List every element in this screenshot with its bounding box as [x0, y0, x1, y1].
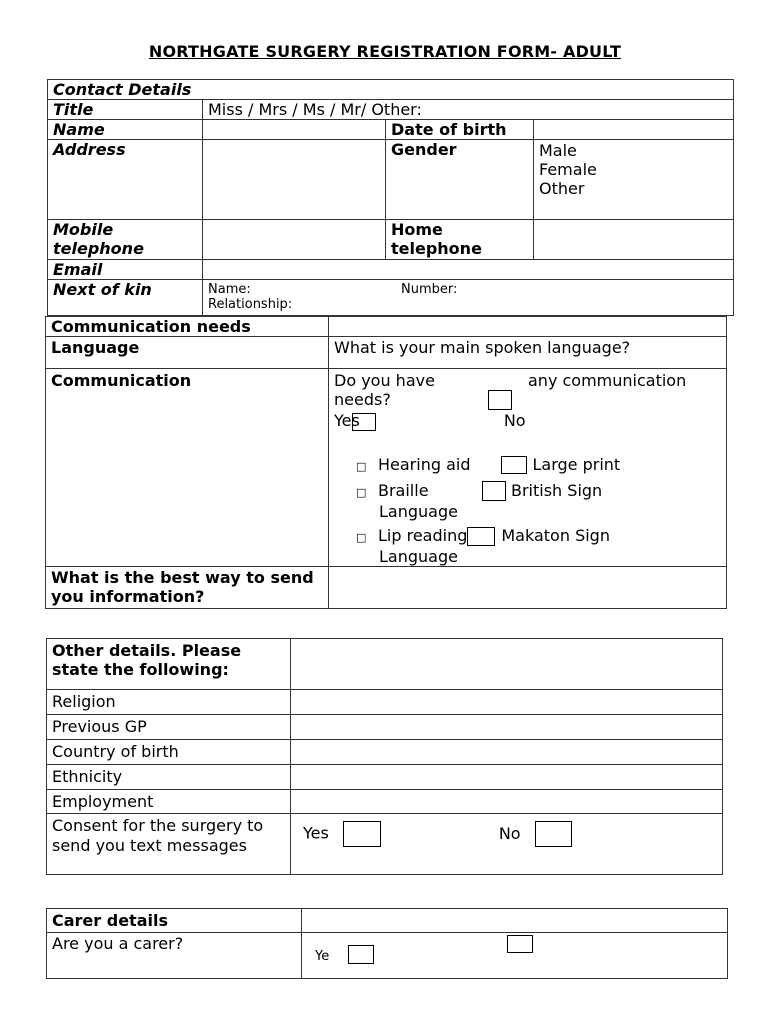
- title-options[interactable]: Miss / Mrs / Ms / Mr/ Other:: [203, 100, 734, 120]
- consent-yes-checkbox[interactable]: [343, 821, 381, 847]
- previous-gp-field[interactable]: [291, 715, 723, 740]
- carer-no-checkbox[interactable]: [507, 935, 533, 953]
- other-details-header: Other details. Please state the following:: [47, 639, 291, 690]
- hearing-aid-checkbox[interactable]: □: [356, 459, 367, 473]
- carer-yes-label: Ye: [315, 949, 330, 964]
- dob-field[interactable]: [534, 120, 734, 140]
- employment-label: Employment: [47, 790, 291, 814]
- form-title: NORTHGATE SURGERY REGISTRATION FORM- ADULT: [148, 42, 622, 61]
- nok-number-label: Number:: [401, 282, 458, 297]
- communication-table: [45, 316, 727, 609]
- gender-options[interactable]: [534, 140, 734, 220]
- braille-label: Braille: [378, 480, 429, 500]
- hearing-aid-label: Hearing aid: [378, 454, 471, 474]
- large-print-label: Large print: [532, 454, 621, 474]
- consent-options: [291, 814, 723, 875]
- language-question[interactable]: What is your main spoken language?: [329, 337, 727, 369]
- country-of-birth-label: Country of birth: [47, 740, 291, 765]
- british-sign-label: British Sign: [511, 480, 603, 500]
- ethnicity-label: Ethnicity: [47, 765, 291, 790]
- nok-relationship-label: Relationship:: [208, 297, 293, 312]
- lip-reading-checkbox[interactable]: □: [356, 530, 367, 544]
- best-way-label: What is the best way to send you information?: [46, 566, 329, 608]
- makaton-label: Makaton Sign: [501, 525, 610, 545]
- carer-details-table: [46, 908, 728, 979]
- communication-header-blank: [329, 317, 727, 337]
- large-print-checkbox[interactable]: [501, 456, 527, 474]
- braille-checkbox[interactable]: □: [356, 485, 367, 499]
- gender-female[interactable]: Female: [539, 160, 597, 179]
- lip-reading-label: Lip reading: [378, 525, 468, 545]
- email-label: Email: [48, 260, 203, 280]
- consent-no-label: No: [498, 823, 521, 843]
- british-sign-label-2: Language: [379, 501, 458, 521]
- best-way-field[interactable]: [329, 566, 727, 608]
- nok-name-label: Name:: [208, 282, 251, 297]
- other-details-table: [46, 638, 723, 875]
- comm-question-b: any communication: [528, 371, 687, 390]
- name-label: Name: [48, 120, 203, 140]
- comm-question-c: needs?: [334, 389, 391, 409]
- comm-question-a: Do you have: [334, 371, 435, 390]
- contact-details-header: Contact Details: [48, 80, 734, 100]
- mobile-label: Mobile telephone: [48, 220, 203, 260]
- home-telephone-field[interactable]: [534, 220, 734, 260]
- religion-field[interactable]: [291, 690, 723, 715]
- makaton-label-2: Language: [379, 546, 458, 566]
- country-of-birth-field[interactable]: [291, 740, 723, 765]
- consent-no-checkbox[interactable]: [535, 821, 572, 847]
- british-sign-checkbox[interactable]: [482, 481, 506, 501]
- next-of-kin-field[interactable]: [203, 280, 734, 316]
- gender-label: Gender: [386, 140, 534, 220]
- makaton-checkbox[interactable]: [467, 527, 495, 546]
- carer-details-header: Carer details: [47, 909, 302, 933]
- are-you-carer-label: Are you a carer?: [47, 933, 302, 979]
- next-of-kin-label: Next of kin: [48, 280, 203, 316]
- name-field[interactable]: [203, 120, 386, 140]
- communication-header: Communication needs: [46, 317, 329, 337]
- title-label: Title: [48, 100, 203, 120]
- religion-label: Religion: [47, 690, 291, 715]
- communication-label: Communication: [46, 369, 329, 567]
- gender-male[interactable]: Male: [539, 141, 577, 160]
- mobile-field[interactable]: [203, 220, 386, 260]
- consent-yes-label: Yes: [303, 823, 329, 843]
- comm-no-label: No: [503, 411, 526, 430]
- contact-details-table: [47, 79, 734, 316]
- comm-yes-label: Yes: [334, 411, 360, 430]
- communication-needs-cell: [329, 369, 727, 567]
- carer-options: [302, 933, 728, 979]
- other-details-header-blank: [291, 639, 723, 690]
- employment-field[interactable]: [291, 790, 723, 814]
- consent-label: Consent for the surgery to send you text messages: [47, 814, 291, 875]
- language-label: Language: [46, 337, 329, 369]
- address-field[interactable]: [203, 140, 386, 220]
- dob-label: Date of birth: [386, 120, 534, 140]
- email-field[interactable]: [203, 260, 734, 280]
- carer-details-header-blank: [302, 909, 728, 933]
- gender-other[interactable]: Other: [539, 179, 585, 198]
- address-label: Address: [48, 140, 203, 220]
- home-telephone-label: Home telephone: [386, 220, 534, 260]
- comm-checkbox[interactable]: [488, 390, 512, 410]
- carer-yes-checkbox[interactable]: [348, 945, 374, 964]
- previous-gp-label: Previous GP: [47, 715, 291, 740]
- ethnicity-field[interactable]: [291, 765, 723, 790]
- comm-yes-checkbox[interactable]: [352, 413, 376, 431]
